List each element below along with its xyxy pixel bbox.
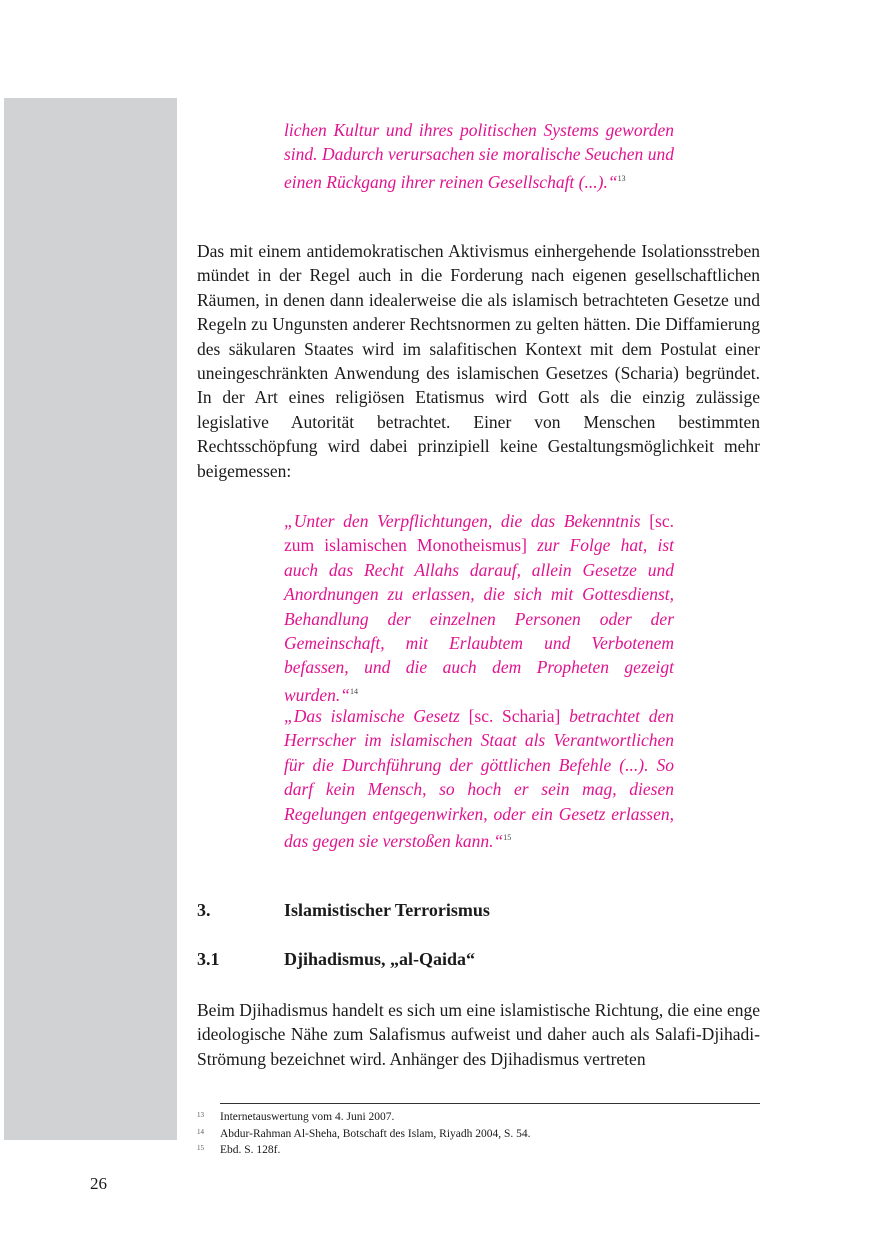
quote-3-part2: betrachtet den Herrscher im islamischen Staat als Verantwortlichen für die Durchführung der göttlichen Befehle (...). So darf kein Mensch, so hoch er sein mag, diesen Regelungen entgegenwirken, oder ein Gesetz erlassen, das gegen sie verstoßen kann.“ bbox=[284, 706, 674, 852]
quote-2-part2: zur Folge hat, ist auch das Recht Allahs darauf, allein Gesetze und Anordnungen zu erlassen, die sich mit Gottesdienst, Behandlung der einzelnen Personen oder der Gemeinschaft, mit Erlaubtem und Verbotenem befassen, und die auch dem Propheten gezeigt wurden.“ bbox=[284, 535, 674, 705]
quote-3-insert: [sc. Scharia] bbox=[468, 706, 561, 726]
quote-2-insert: [sc. zum islamischen Monotheismus] bbox=[284, 511, 674, 556]
footnote-text: Internetauswertung vom 4. Juni 2007. bbox=[220, 1111, 395, 1123]
page-number: 26 bbox=[90, 1174, 107, 1193]
footnotes bbox=[197, 1109, 760, 1159]
quote-3-part1: „Das islamische Gesetz bbox=[284, 706, 460, 726]
footnote-ref-13: 13 bbox=[617, 173, 626, 183]
paragraph-1: Das mit einem antidemokratischen Aktivismus einhergehende Isolationsstreben mündet in der Regel auch in die Forderung nach eigenen gesellschaftlichen Räumen, in denen dann idealerweise die als islamisch betrachteten Gesetze und Regeln zu Ungunsten anderer Rechtsnormen zu gelten hätten. Die Diffamierung des säkularen Staates wird im salafitischen Kontext mit dem Postulat einer uneingeschränkten Anwendung des islamischen Gesetzes (Scharia) begründet. In der Art eines religiösen Etatismus wird Gott als die einzig zulässige legislative Autorität betrachtet. Einer von Menschen bestimmten Rechtsschöpfung wird dabei prinzipiell keine Gestaltungsmöglichkeit mehr beigemessen: bbox=[197, 241, 760, 481]
subsection-number: 3.1 bbox=[197, 949, 220, 969]
block-quote-1 bbox=[284, 118, 674, 194]
quote-2-part1: „Unter den Verpflichtungen, die das Bekenntnis bbox=[284, 511, 641, 531]
paragraph-2: Beim Djihadismus handelt es sich um eine islamistische Richtung, die eine enge ideologische Nähe zum Salafismus aufweist und daher auch als Salafi-Djihadi-Strömung bezeichnet wird. Anhänger des Djihadismus vertreten bbox=[197, 1000, 760, 1069]
page-margin-bar bbox=[4, 98, 177, 1140]
footnote-ref-15: 15 bbox=[503, 833, 512, 843]
footnote-text: Ebd. S. 128f. bbox=[220, 1144, 281, 1156]
footnote-item bbox=[197, 1109, 760, 1126]
footnote-ref-14: 14 bbox=[349, 686, 358, 696]
section-heading-3-1 bbox=[197, 949, 475, 970]
footnote-number: 15 bbox=[197, 1144, 204, 1152]
footnote-text: Abdur-Rahman Al-Sheha, Botschaft des Islam, Riyadh 2004, S. 54. bbox=[220, 1127, 531, 1140]
footnote-item bbox=[197, 1126, 760, 1143]
block-quote-3 bbox=[284, 704, 674, 853]
footnote-number: 14 bbox=[197, 1127, 204, 1136]
subsection-title: Djihadismus, „al-Qaida“ bbox=[284, 949, 476, 969]
footnote-item bbox=[197, 1142, 760, 1159]
quote-1-text: lichen Kultur und ihres politischen Systems geworden sind. Dadurch verursachen sie moralische Seuchen und einen Rückgang ihrer reinen Gesellschaft (...).“ bbox=[284, 120, 674, 192]
block-quote-2 bbox=[284, 509, 674, 707]
section-number: 3. bbox=[197, 900, 211, 920]
section-title: Islamistischer Terrorismus bbox=[284, 900, 490, 920]
section-heading-3 bbox=[197, 900, 490, 921]
footnote-number: 13 bbox=[197, 1111, 204, 1119]
footnote-divider bbox=[220, 1103, 760, 1104]
